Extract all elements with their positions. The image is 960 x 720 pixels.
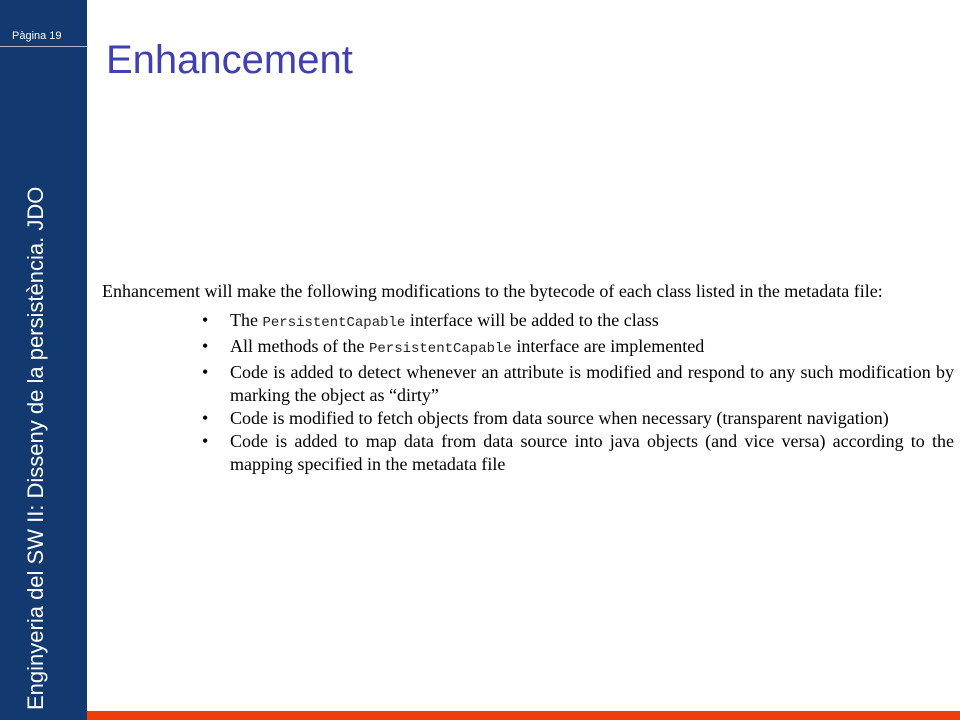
bullet-code: PersistentCapable [262, 315, 406, 331]
bullet-text-before: The [230, 310, 263, 330]
bullet-icon: • [202, 362, 209, 382]
bullet-item [202, 361, 954, 407]
bullet-text: Code is added to detect whenever an attribute is modified and respond to any such modification by marking the object as “dirty” [230, 362, 954, 405]
intro-paragraph: Enhancement will make the following modifications to the bytecode of each class listed in the metadata file: [102, 281, 883, 301]
bullet-item [202, 430, 954, 476]
bullet-text: Code is added to map data from data source into java objects (and vice versa) according to the mapping specified in the metadata file [230, 431, 954, 474]
slide-content [102, 280, 954, 476]
bullet-item [202, 407, 954, 430]
bullet-item [202, 309, 954, 335]
bullet-code: PersistentCapable [368, 341, 512, 357]
bullet-icon: • [202, 336, 209, 356]
course-title: Enginyeria del SW II: Disseny de la persistència. JDO [23, 186, 48, 710]
bullet-item [202, 335, 954, 361]
bullet-text-before: All methods of the [230, 336, 369, 356]
page-number: Pàgina 19 [12, 30, 62, 42]
bullet-icon: • [202, 408, 209, 428]
page-number-box [0, 0, 87, 47]
bullet-text-after: interface are implemented [511, 336, 705, 356]
bottom-accent-bar [87, 711, 960, 720]
slide-title: Enhancement [106, 38, 353, 82]
bullet-icon: • [202, 310, 209, 330]
bullet-list [102, 309, 954, 476]
bullet-text: Code is modified to fetch objects from data source when necessary (transparent navigation) [230, 408, 889, 428]
bullet-text-after: interface will be added to the class [405, 310, 659, 330]
sidebar [0, 0, 87, 720]
bullet-icon: • [202, 431, 209, 451]
